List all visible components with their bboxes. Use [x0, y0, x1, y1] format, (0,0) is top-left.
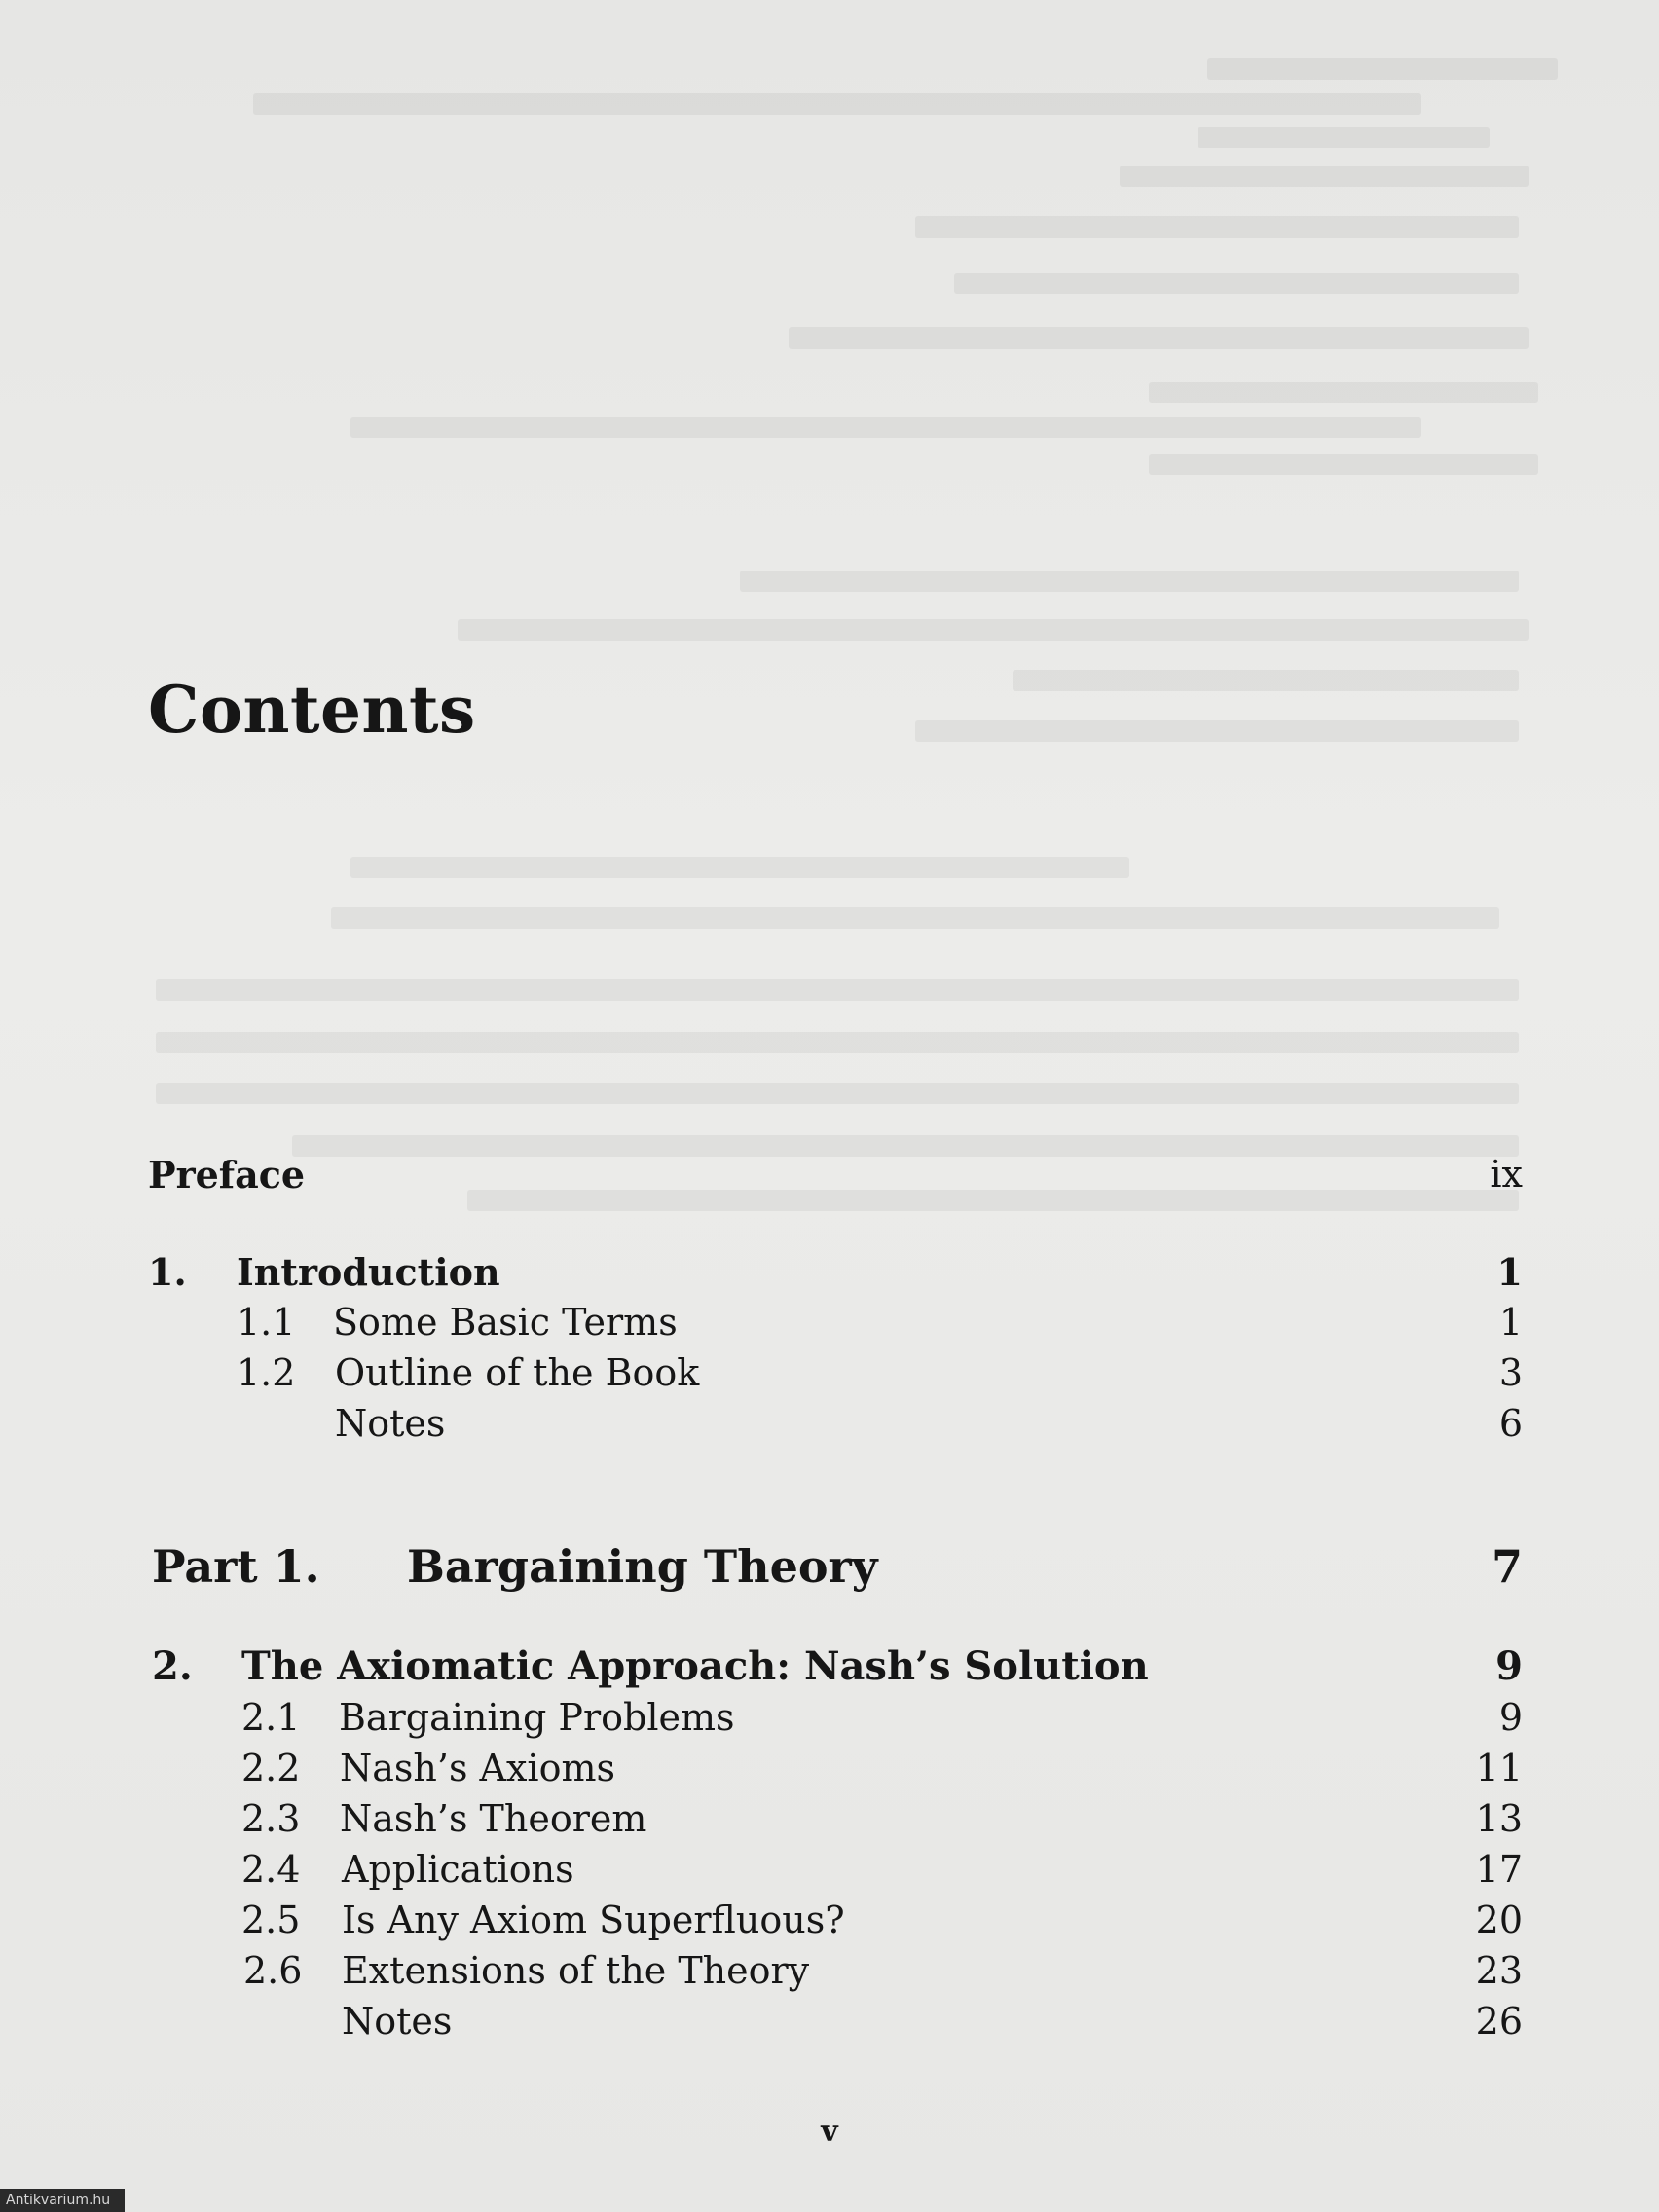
toc-entry-page: 7 — [1491, 1540, 1523, 1593]
toc-entry-number: 1.1 — [237, 1301, 296, 1344]
toc-entry-label: Is Any Axiom Superfluous? — [342, 1899, 845, 1941]
toc-entry-page: 13 — [1475, 1797, 1523, 1840]
toc-entry-page: 3 — [1498, 1351, 1523, 1394]
toc-entry-page: 26 — [1475, 2000, 1523, 2043]
toc-entry-label: Some Basic Terms — [333, 1301, 678, 1344]
toc-entry-section-2-4[interactable] — [0, 1848, 1659, 1897]
toc-entry-number: 2.3 — [241, 1797, 301, 1840]
toc-entry-page: 20 — [1475, 1899, 1523, 1941]
toc-entry-chapter-2[interactable] — [0, 1643, 1659, 1692]
toc-entry-page: 11 — [1475, 1747, 1523, 1789]
toc-entry-label: Notes — [335, 1402, 446, 1445]
toc-entry-number: 2.4 — [241, 1848, 301, 1891]
toc-entry-section-1-2[interactable] — [0, 1351, 1659, 1400]
toc-entry-label: The Axiomatic Approach: Nash’s Solution — [241, 1643, 1149, 1689]
watermark: Antikvarium.hu — [0, 2189, 125, 2212]
toc-entry-page: 1 — [1498, 1301, 1523, 1344]
page-title: Contents — [148, 672, 476, 748]
toc-entry-section-2-1[interactable] — [0, 1696, 1659, 1745]
toc-entry-notes-2[interactable] — [0, 2000, 1659, 2048]
toc-entry-page: 23 — [1475, 1949, 1523, 1992]
toc-entry-page: 6 — [1498, 1402, 1523, 1445]
toc-entry-label: Applications — [342, 1848, 574, 1891]
page-number: v — [821, 2115, 838, 2149]
toc-entry-number: 2.6 — [243, 1949, 303, 1992]
toc-entry-label: Bargaining Problems — [339, 1696, 735, 1739]
toc-entry-number: 2.5 — [241, 1899, 301, 1941]
toc-entry-label: Outline of the Book — [335, 1351, 700, 1394]
toc-entry-page: 1 — [1496, 1250, 1523, 1294]
toc-entry-section-2-3[interactable] — [0, 1797, 1659, 1846]
toc-entry-label: Preface — [148, 1153, 306, 1197]
toc-entry-number: 2.1 — [241, 1696, 301, 1739]
toc-entry-page: ix — [1490, 1153, 1523, 1196]
toc-entry-label: Bargaining Theory — [407, 1540, 878, 1593]
toc-entry-part-1[interactable] — [0, 1540, 1659, 1599]
toc-entry-notes-1[interactable] — [0, 1402, 1659, 1451]
toc-entry-page: 17 — [1475, 1848, 1523, 1891]
toc-entry-number: 1. — [148, 1250, 187, 1294]
toc-entry-number: 1.2 — [237, 1351, 296, 1394]
toc-entry-section-2-2[interactable] — [0, 1747, 1659, 1795]
toc-entry-page: 9 — [1495, 1643, 1523, 1689]
toc-entry-page: 9 — [1498, 1696, 1523, 1739]
toc-entry-number: 2. — [152, 1643, 193, 1689]
toc-entry-label: Notes — [342, 2000, 453, 2043]
toc-entry-preface[interactable] — [0, 1153, 1659, 1201]
toc-entry-section-2-6[interactable] — [0, 1949, 1659, 1998]
toc-entry-section-1-1[interactable] — [0, 1301, 1659, 1349]
toc-entry-chapter-1[interactable] — [0, 1250, 1659, 1299]
toc-entry-number: 2.2 — [241, 1747, 301, 1789]
toc-entry-label: Introduction — [237, 1250, 500, 1294]
toc-entry-section-2-5[interactable] — [0, 1899, 1659, 1947]
toc-entry-number: Part 1. — [152, 1540, 320, 1593]
toc-entry-label: Nash’s Theorem — [340, 1797, 647, 1840]
toc-entry-label: Nash’s Axioms — [340, 1747, 615, 1789]
toc-entry-label: Extensions of the Theory — [342, 1949, 810, 1992]
